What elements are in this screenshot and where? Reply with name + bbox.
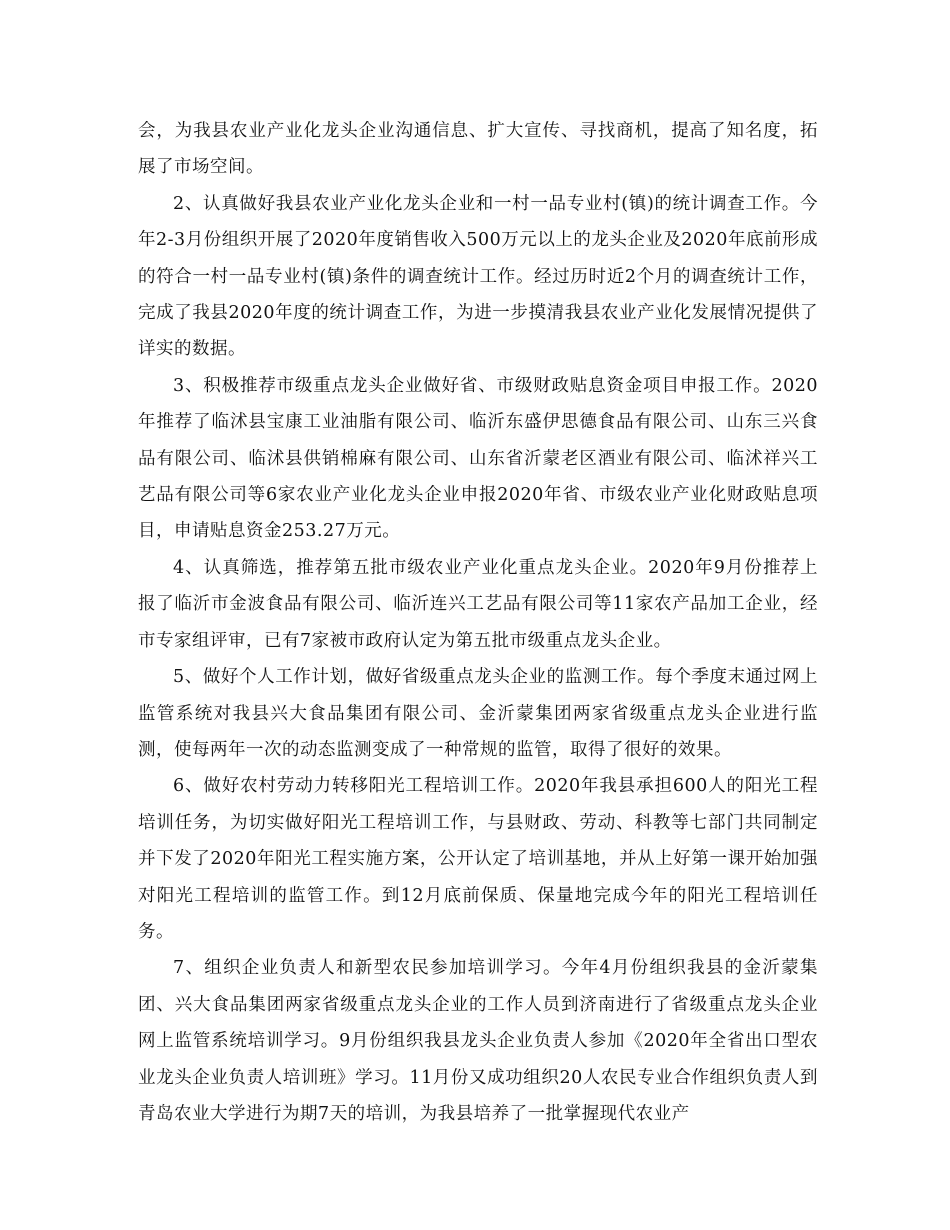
paragraph-item-2: 2、认真做好我县农业产业化龙头企业和一村一品专业村(镇)的统计调查工作。今年2-3月份组织开展了2020年度销售收入500万元以上的龙头企业及2020年底前形成的符合一村一品专业村(镇)条件的调查统计工作。经过历时近2个月的调查统计工作，完成了我县2020年度的统计调查工作，为进一步摸清我县农业产业化发展情况提供了详实的数据。	[138, 193, 818, 360]
paragraph-item-6: 6、做好农村劳动力转移阳光工程培训工作。2020年我县承担600人的阳光工程培训任务，为切实做好阳光工程培训工作，与县财政、劳动、科教等七部门共同制定并下发了2020年阳光工程实施方案，公开认定了培训基地，并从上好第一课开始加强对阳光工程培训的监管工作。到12月底前保质、保量地完成今年的阳光工程培训任务。	[138, 776, 818, 942]
paragraph-continuation: 会，为我县农业产业化龙头企业沟通信息、扩大宣传、寻找商机，提高了知名度，拓展了市场空间。	[138, 121, 818, 178]
paragraph-item-4: 4、认真筛选，推荐第五批市级农业产业化重点龙头企业。2020年9月份推荐上报了临沂市金波食品有限公司、临沂连兴工艺品有限公司等11家农产品加工企业，经市专家组评审，已有7家被市政府认定为第五批市级重点龙头企业。	[138, 557, 818, 651]
paragraph-item-5: 5、做好个人工作计划，做好省级重点龙头企业的监测工作。每个季度末通过网上监管系统对我县兴大食品集团有限公司、金沂蒙集团两家省级重点龙头企业进行监测，使每两年一次的动态监测变成了一种常规的监管，取得了很好的效果。	[138, 667, 818, 760]
paragraph-item-3: 3、积极推荐市级重点龙头企业做好省、市级财政贴息资金项目申报工作。2020年推荐了临沭县宝康工业油脂有限公司、临沂东盛伊思德食品有限公司、山东三兴食品有限公司、临沭县供销棉麻有限公司、山东省沂蒙老区酒业有限公司、临沭祥兴工艺品有限公司等6家农业产业化龙头企业申报2020年省、市级农业产业化财政贴息项目，申请贴息资金253.27万元。	[138, 375, 818, 542]
document-body	[138, 113, 818, 1132]
paragraph-item-7: 7、组织企业负责人和新型农民参加培训学习。今年4月份组织我县的金沂蒙集团、兴大食品集团两家省级重点龙头企业的工作人员到济南进行了省级重点龙头企业网上监管系统培训学习。9月份组织我县龙头企业负责人参加《2020年全省出口型农业龙头企业负责人培训班》学习。11月份又成功组织20人农民专业合作组织负责人到青岛农业大学进行为期7天的培训，为我县培养了一批掌握现代农业产	[138, 958, 818, 1124]
